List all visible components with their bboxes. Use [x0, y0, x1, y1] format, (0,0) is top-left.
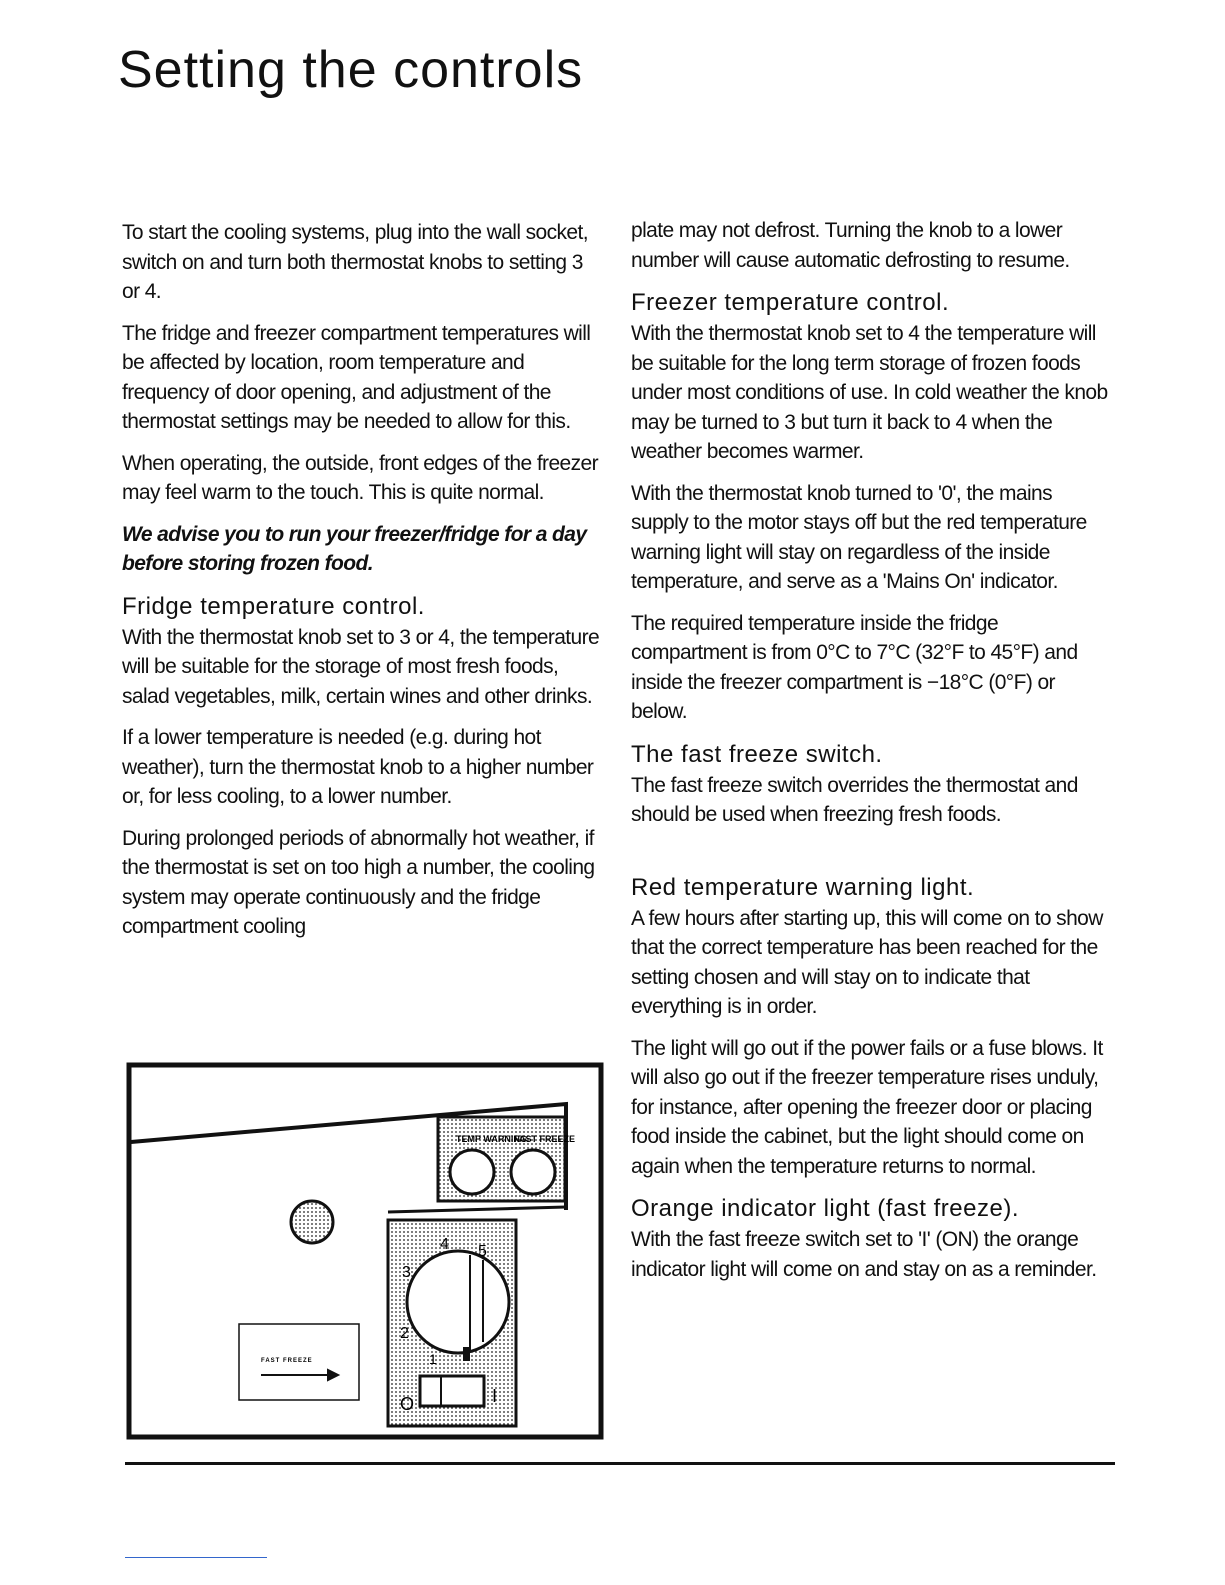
advice-note: We advise you to run your freezer/fridge for a day before storing frozen food.: [122, 522, 587, 575]
paragraph: With the fast freeze switch set to 'I' (ON) the orange indicator light will come on and stay on as a reminder.: [631, 1228, 1097, 1281]
paragraph: A few hours after starting up, this will come on to show that the correct temperature has been reached for the setting chosen and will stay on to indicate that everything is in order.: [631, 906, 1103, 1018]
paragraph: When operating, the outside, front edges of the freezer may feel warm to the touch. This is quite normal.: [122, 451, 598, 504]
paragraph: The required temperature inside the fridge compartment is from 0°C to 7°C (32°F to 45°F) and inside the freezer compartment is −18°C (0°F) or below.: [631, 611, 1078, 723]
thermostat-knob[interactable]: [407, 1251, 509, 1353]
red-light-heading: Red temperature warning light.: [631, 873, 975, 901]
paragraph: With the thermostat knob set to 4 the temperature will be suitable for the long term storage of frozen foods under most conditions of use. In cold weather the knob may be turned to 3 but turn it back to 4 when the weather becomes warmer.: [631, 322, 1108, 463]
fast-freeze-heading: The fast freeze switch.: [631, 740, 883, 768]
right-column: [631, 216, 1109, 1296]
fast-freeze-light-icon: [511, 1150, 555, 1194]
fridge-heading: Fridge temperature control.: [122, 592, 425, 620]
paragraph: The light will go out if the power fails or a fuse blows. It will also go out if the freezer temperature rises unduly, for instance, after opening the freezer door or placing food inside the cabinet, but the light should come on again when the temperature returns to normal.: [631, 1036, 1103, 1178]
paragraph: With the thermostat knob set to 3 or 4, the temperature will be suitable for the storage of most fresh foods, salad vegetables, milk, certain wines and other drinks.: [122, 625, 600, 708]
footer-link-line: [125, 1557, 267, 1558]
fast-freeze-panel-label: FAST FREEZE: [514, 1134, 576, 1144]
dial-number: 1: [429, 1351, 437, 1367]
paragraph: If a lower temperature is needed (e.g. during hot weather), turn the thermostat knob to a higher number or, for less cooling, to a lower number.: [122, 726, 594, 808]
fast-freeze-switch[interactable]: [420, 1376, 484, 1406]
paragraph: During prolonged periods of abnormally hot weather, if the thermostat is set on too high a number, the cooling system may operate continuously and the fridge compartment cooling: [122, 826, 595, 938]
paragraph: With the thermostat knob turned to '0', the mains supply to the motor stays off but the red temperature warning light will stay on regardless of the inside temperature, and serve as a 'Mains On' indicator.: [631, 481, 1087, 593]
dial-number: 3: [402, 1264, 411, 1281]
dial-number: 5: [478, 1243, 487, 1260]
left-column: [122, 218, 604, 954]
dial-number: 2: [400, 1325, 409, 1342]
fast-freeze-sign-text: FAST FREEZE: [261, 1358, 313, 1364]
switch-on-label: I: [492, 1386, 498, 1406]
control-panel-illustration: [126, 1062, 606, 1442]
paragraph: The fridge and freezer compartment temperatures will be affected by location, room temperature and frequency of door opening, and adjustment of the thermostat settings may be needed to allow for this.: [122, 321, 591, 433]
orange-light-heading: Orange indicator light (fast freeze).: [631, 1195, 1020, 1222]
switch-off-label: O: [400, 1394, 415, 1414]
freezer-heading: Freezer temperature control.: [631, 289, 950, 316]
paragraph: The fast freeze switch overrides the thermostat and should be used when freezing fresh foods.: [631, 773, 1078, 826]
dial-number: 4: [440, 1236, 449, 1253]
footer-rule: [125, 1462, 1115, 1465]
paragraph: To start the cooling systems, plug into the wall socket, switch on and turn both thermostat knobs to setting 3 or 4.: [122, 221, 588, 303]
indicator-light-icon: [291, 1201, 333, 1243]
paragraph: plate may not defrost. Turning the knob to a lower number will cause automatic defrosting to resume.: [631, 219, 1070, 272]
page-title: Setting the controls: [118, 41, 584, 99]
temp-warning-light-icon: [450, 1150, 494, 1194]
temp-warning-label: TEMP WARNING: [456, 1134, 527, 1144]
